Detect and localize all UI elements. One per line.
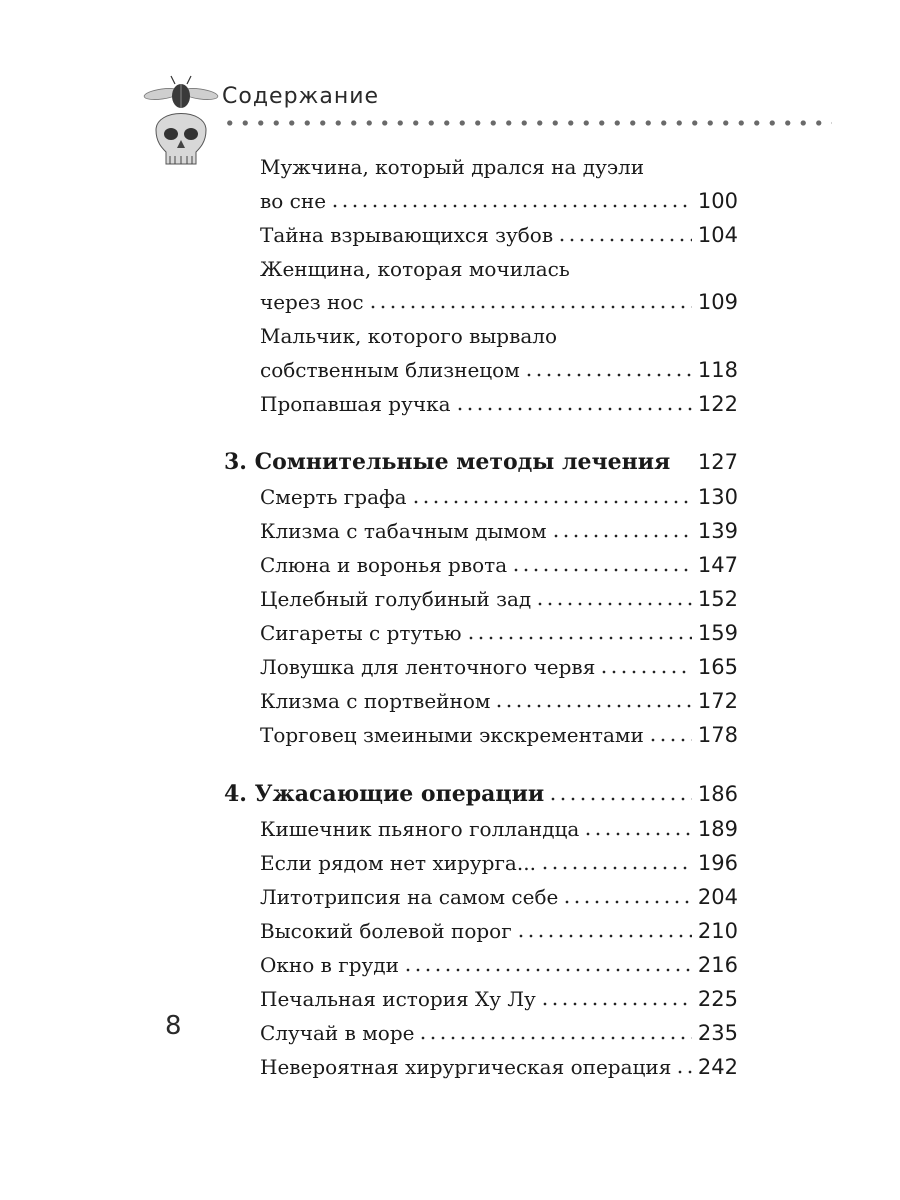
- toc-entry-first-line: Мужчина, который дрался на дуэли: [260, 155, 645, 179]
- dot-leader: [540, 866, 692, 870]
- toc-entry-page: 165: [697, 655, 738, 679]
- toc-entry-title: Торговец змеиными экскрементами: [260, 723, 644, 747]
- dot-leader: [330, 204, 692, 208]
- toc-entry-title: Сигареты с ртутью: [260, 621, 462, 645]
- toc-entry-title: Ловушка для ленточного червя: [260, 655, 596, 679]
- toc-entry-title: Если рядом нет хирурга...: [260, 851, 536, 875]
- toc-entry[interactable]: [260, 1018, 738, 1048]
- toc-entry-title: Тайна взрывающихся зубов: [260, 223, 554, 247]
- toc-entry[interactable]: [260, 186, 738, 216]
- toc-entry-page: 118: [697, 358, 738, 382]
- toc-entry-page: 210: [697, 919, 738, 943]
- toc-entry[interactable]: [260, 618, 738, 648]
- dot-leader: [540, 1002, 692, 1006]
- section-title: 3. Сомнительные методы лечения: [224, 449, 671, 475]
- toc-entry[interactable]: [260, 1052, 738, 1082]
- toc-entry[interactable]: [260, 220, 738, 250]
- dot-leader: [516, 934, 692, 938]
- toc-entry-page: 235: [697, 1021, 738, 1045]
- toc-entry-title: Высокий болевой порог: [260, 919, 512, 943]
- toc-entry-title: Литотрипсия на самом себе: [260, 885, 559, 909]
- toc-entry-page: 225: [697, 987, 738, 1011]
- toc-entry[interactable]: [260, 584, 738, 614]
- toc-entry-title: Слюна и воронья рвота: [260, 553, 508, 577]
- dot-leader: [583, 832, 692, 836]
- toc-section-heading[interactable]: [224, 779, 738, 809]
- toc-entry-title: Кишечник пьяного голландца: [260, 817, 580, 841]
- dot-leader: [368, 305, 692, 309]
- toc-entry-title: собственным близнецом: [260, 358, 520, 382]
- toc-entry-title: Целебный голубиный зад: [260, 587, 532, 611]
- toc-entry[interactable]: [260, 848, 738, 878]
- dot-leader: [494, 704, 691, 708]
- dot-leader: [403, 968, 692, 972]
- toc-entry-page: 139: [697, 519, 738, 543]
- toc-entry-page: 204: [697, 885, 738, 909]
- toc-entry-page: 159: [697, 621, 738, 645]
- dot-leader: [524, 373, 692, 377]
- toc-entry-page: 147: [697, 553, 738, 577]
- dot-leader: [418, 1036, 691, 1040]
- toc-entry-page: 189: [697, 817, 738, 841]
- toc-entry-title: Клизма с табачным дымом: [260, 519, 547, 543]
- toc-entry[interactable]: [260, 882, 738, 912]
- toc-entry-page: 196: [697, 851, 738, 875]
- toc-entry-first-line: Женщина, которая мочилась: [260, 257, 570, 281]
- toc-entry-title: Печальная история Ху Лу: [260, 987, 536, 1011]
- toc-entry[interactable]: [260, 550, 738, 580]
- toc-entry-title: Смерть графа: [260, 485, 407, 509]
- toc-entry[interactable]: [260, 482, 738, 512]
- dot-leader: [511, 568, 692, 572]
- page-number: 8: [165, 1011, 182, 1041]
- dot-leader: [455, 407, 692, 411]
- toc-entry-page: 104: [697, 223, 738, 247]
- dot-leader: [548, 797, 692, 801]
- toc-entry-page: 122: [697, 392, 738, 416]
- toc-entry-title: Случай в море: [260, 1021, 415, 1045]
- section-page: 186: [697, 782, 738, 806]
- toc-entry-title: Пропавшая ручка: [260, 392, 451, 416]
- section-page: 127: [697, 450, 738, 474]
- toc-entry-first-line: Мальчик, которого вырвало: [260, 324, 558, 348]
- toc-entry[interactable]: [260, 686, 738, 716]
- toc-entry[interactable]: [260, 652, 738, 682]
- toc-entry[interactable]: [260, 389, 738, 419]
- toc-entry-page: 242: [697, 1055, 738, 1079]
- toc-entry-title: Невероятная хирургическая операция: [260, 1055, 672, 1079]
- dot-leader: [675, 1070, 692, 1074]
- toc-entry[interactable]: [260, 814, 738, 844]
- toc-entry-page: 172: [697, 689, 738, 713]
- toc-entry-page: 109: [697, 290, 738, 314]
- toc-entry[interactable]: [260, 916, 738, 946]
- dot-leader: [466, 636, 692, 640]
- toc-entry-page: 178: [697, 723, 738, 747]
- dot-leader: [551, 534, 692, 538]
- toc-entry-page: 216: [697, 953, 738, 977]
- header-dot-divider: [222, 118, 832, 128]
- dot-leader: [562, 900, 692, 904]
- section-title: 4. Ужасающие операции: [224, 781, 545, 807]
- toc-entry[interactable]: [260, 516, 738, 546]
- dot-leader: [535, 602, 692, 606]
- toc-entry-page: 130: [697, 485, 738, 509]
- toc-entry-page: 100: [697, 189, 738, 213]
- toc-entry[interactable]: [260, 950, 738, 980]
- dot-leader: [599, 670, 692, 674]
- toc-entry-title: через нос: [260, 290, 364, 314]
- dot-leader: [411, 500, 692, 504]
- toc-entry-title: во сне: [260, 189, 327, 213]
- toc-section-heading[interactable]: [224, 447, 738, 477]
- toc-entry-page: 152: [697, 587, 738, 611]
- toc-entry[interactable]: [260, 355, 738, 385]
- page-title: Содержание: [222, 84, 380, 109]
- toc-entry[interactable]: [260, 287, 738, 317]
- toc-entry-title: Окно в груди: [260, 953, 399, 977]
- beetle-skull-icon: [142, 72, 220, 172]
- dot-leader: [648, 738, 692, 742]
- dot-leader: [557, 238, 692, 242]
- toc-entry[interactable]: [260, 984, 738, 1014]
- toc-entry-title: Клизма с портвейном: [260, 689, 491, 713]
- toc-entry[interactable]: [260, 720, 738, 750]
